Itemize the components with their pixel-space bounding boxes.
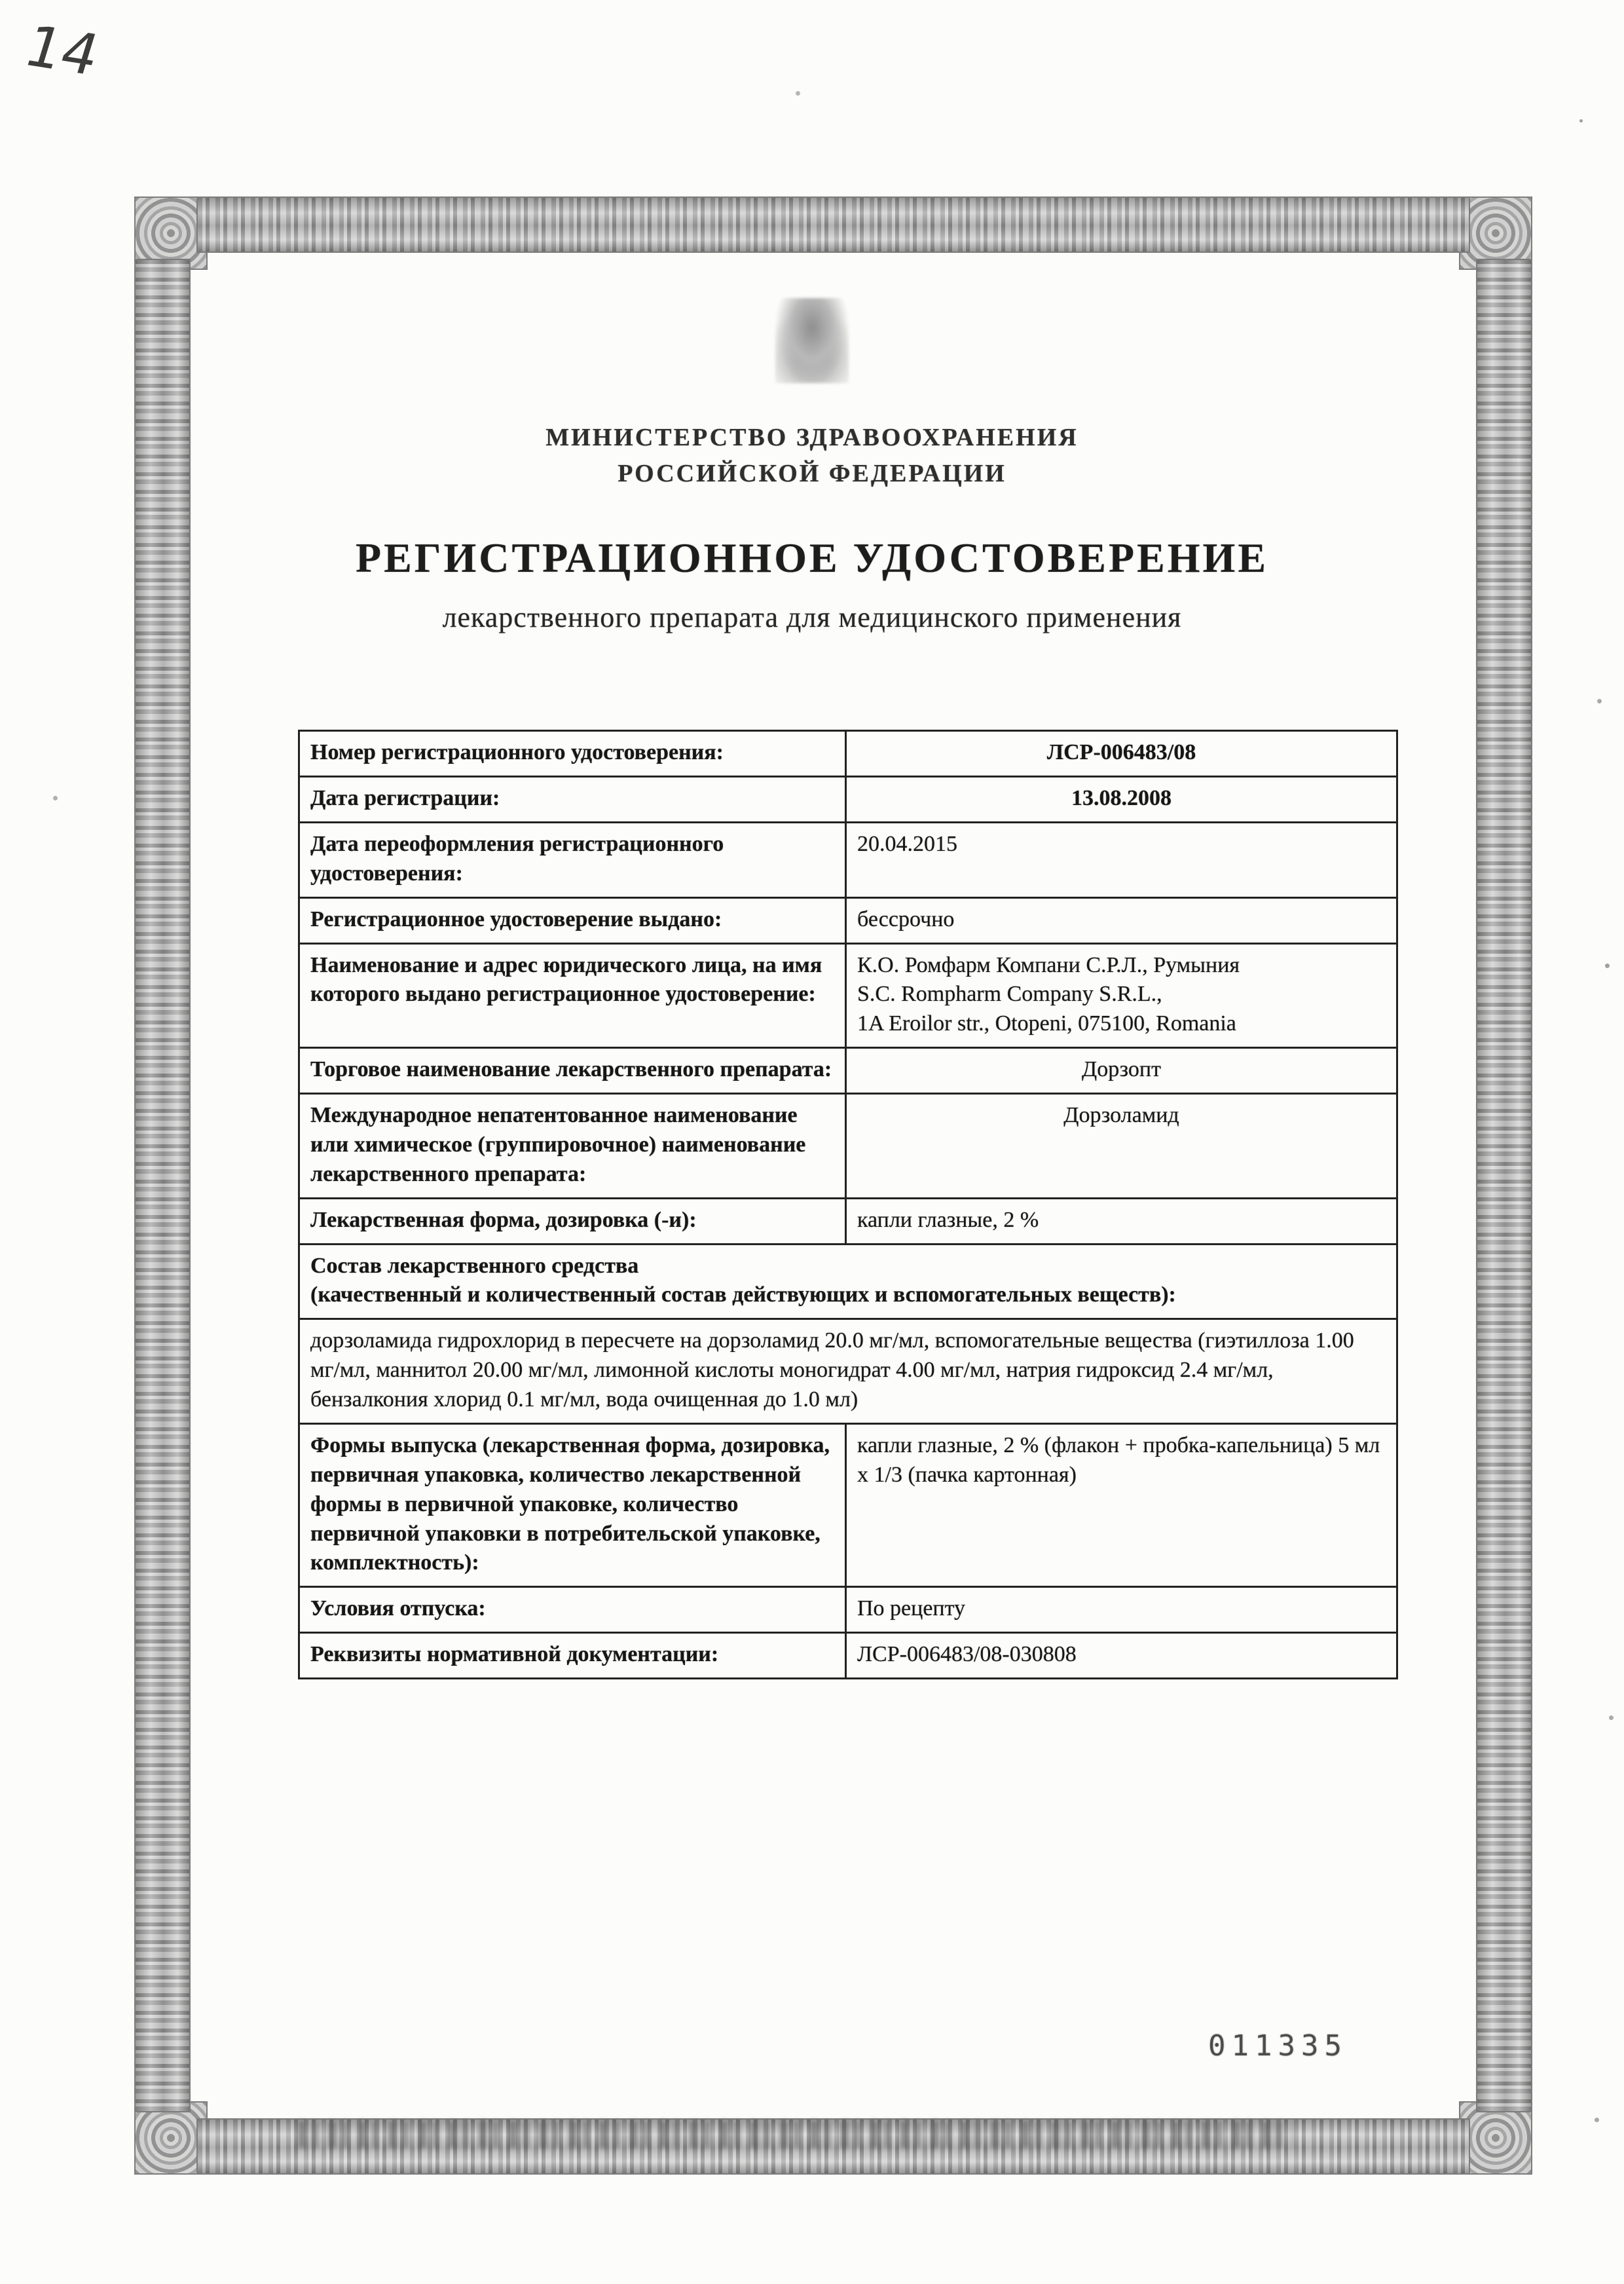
handwritten-page-number: 14 — [16, 14, 107, 88]
row-label: Формы выпуска (лекарственная форма, дозировка, первичная упаковка, количество лекарственной формы в первичной упаковке, количество первичной упаковки в потребительской упаковке, комплектность): — [299, 1423, 846, 1586]
illegible-print-smudge — [298, 2121, 1293, 2148]
table-row-trade-name — [299, 1048, 1397, 1094]
registration-table — [298, 730, 1398, 1679]
row-label: Торговое наименование лекарственного препарата: — [299, 1048, 846, 1094]
row-label: Регистрационное удостоверение выдано: — [299, 897, 846, 943]
border-top-band — [196, 197, 1470, 253]
row-value: капли глазные, 2 % — [846, 1198, 1397, 1244]
legal-entity-line: S.C. Rompharm Company S.R.L., — [857, 982, 1162, 1007]
serial-number-stamp: 011335 — [1208, 2029, 1348, 2063]
row-label: Международное непатентованное наименование или химическое (группировочное) наименование лекарственного препарата: — [299, 1094, 846, 1199]
composition-header-line: (качественный и количественный состав действующих и вспомогательных веществ): — [310, 1282, 1176, 1307]
table-row-inn-name — [299, 1094, 1397, 1199]
row-label: Дата регистрации: — [299, 777, 846, 823]
legal-entity-line: 1A Eroilor str., Otopeni, 075100, Romania — [857, 1011, 1236, 1036]
row-value: ЛСР-006483/08 — [846, 731, 1397, 777]
row-label: Реквизиты нормативной документации: — [299, 1633, 846, 1679]
document-subtitle: лекарственного препарата для медицинского применения — [442, 601, 1182, 634]
table-row-reissue-date — [299, 822, 1397, 897]
composition-text-cell: дорзоламида гидрохлорид в пересчете на дорзоламид 20.0 мг/мл, вспомогательные вещества (гиэтиллоза 1.00 мг/мл, маннитол 20.00 мг/мл, лимонной кислоты моногидрат 4.00 мг/мл, натрия гидроксид 2.4 мг/мл, бензалкония хлорид 0.1 мг/мл, вода очищенная до 1.0 мл) — [299, 1319, 1397, 1424]
table-row-registration-date — [299, 777, 1397, 823]
document-title: РЕГИСТРАЦИОННОЕ УДОСТОВЕРЕНИЕ — [355, 534, 1269, 582]
table-row-composition-header — [299, 1244, 1397, 1319]
row-value: По рецепту — [846, 1587, 1397, 1633]
row-label: Дата переоформления регистрационного удостоверения: — [299, 822, 846, 897]
table-row-validity — [299, 897, 1397, 943]
table-row-legal-entity — [299, 943, 1397, 1048]
table-row-dosage-form — [299, 1198, 1397, 1244]
table-row-registration-number — [299, 731, 1397, 777]
table-row-dispensing-conditions — [299, 1587, 1397, 1633]
composition-header-cell — [299, 1244, 1397, 1319]
table-row-normative-documentation — [299, 1633, 1397, 1679]
row-label: Наименование и адрес юридического лица, на имя которого выдано регистрационное удостоверение: — [299, 943, 846, 1048]
ministry-emblem — [775, 298, 849, 383]
table-row-release-forms — [299, 1423, 1397, 1586]
ministry-name-line2: РОССИЙСКОЙ ФЕДЕРАЦИИ — [618, 460, 1006, 488]
scan-noise-specks — [1579, 119, 1583, 122]
legal-entity-line: К.О. Ромфарм Компани С.Р.Л., Румыния — [857, 952, 1240, 977]
certificate-body — [0, 298, 1624, 1679]
composition-header-line: Состав лекарственного средства — [310, 1253, 639, 1278]
row-label: Номер регистрационного удостоверения: — [299, 731, 846, 777]
ministry-name-line1: МИНИСТЕРСТВО ЗДРАВООХРАНЕНИЯ — [545, 424, 1079, 451]
row-value: 20.04.2015 — [846, 822, 1397, 897]
row-value: бессрочно — [846, 897, 1397, 943]
row-value: Дорзоламид — [846, 1094, 1397, 1199]
row-value: Дорзопт — [846, 1048, 1397, 1094]
ministry-name — [0, 420, 1624, 492]
row-label: Условия отпуска: — [299, 1587, 846, 1633]
row-value — [846, 943, 1397, 1048]
row-value: 13.08.2008 — [846, 777, 1397, 823]
row-value: капли глазные, 2 % (флакон + пробка-капельница) 5 мл х 1/3 (пачка картонная) — [846, 1423, 1397, 1586]
table-row-composition — [299, 1319, 1397, 1424]
row-value: ЛСР-006483/08-030808 — [846, 1633, 1397, 1679]
row-label: Лекарственная форма, дозировка (-и): — [299, 1198, 846, 1244]
